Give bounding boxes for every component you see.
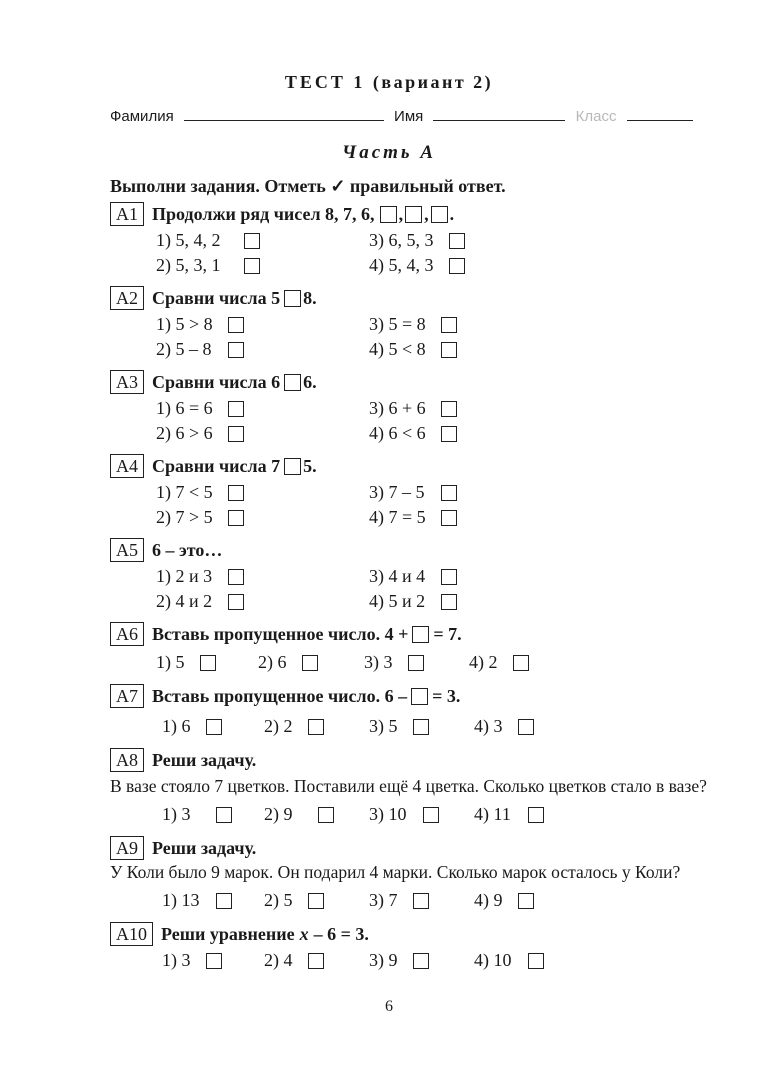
question-number: A7 [110, 684, 144, 708]
answer-checkbox[interactable] [318, 807, 334, 823]
answer-option: 3) 3 [364, 652, 424, 673]
check-mark-icon: ✓ [330, 176, 346, 196]
student-info-row [110, 106, 693, 125]
answer-option: 3) 5 [369, 716, 429, 737]
blank-box[interactable] [412, 626, 429, 643]
answer-option: 1) 6 [162, 716, 222, 737]
answer-checkbox[interactable] [228, 342, 244, 358]
test-title [0, 72, 778, 93]
class-label: Класс [575, 108, 617, 125]
answer-option: 4) 9 [474, 890, 534, 911]
test-title-main: ТЕСТ 1 [284, 72, 366, 92]
answer-option: 1) 5 [156, 652, 216, 673]
answer-checkbox[interactable] [308, 953, 324, 969]
problem-text: В вазе стояло 7 цветков. Поставили ещё 4 цветка. Сколько цветков стало в вазе? [110, 776, 707, 796]
answer-option: 1) 6 = 6 [156, 398, 244, 419]
answer-checkbox[interactable] [528, 953, 544, 969]
surname-label: Фамилия [110, 108, 174, 125]
blank-box[interactable] [411, 688, 428, 705]
answer-option: 3) 5 = 8 [369, 314, 457, 335]
answer-checkbox[interactable] [216, 807, 232, 823]
question-text: Сравни числа 7 [152, 455, 281, 476]
question-text: Сравни числа 6 [152, 371, 281, 392]
question-a6: A6 Вставь пропущенное число. 4 + = 7. [110, 622, 462, 646]
blank-box[interactable] [431, 206, 448, 223]
answer-checkbox[interactable] [423, 807, 439, 823]
answer-option: 2) 5 [264, 890, 324, 911]
equation-variable: x [299, 923, 309, 944]
blank-box[interactable] [284, 290, 301, 307]
question-a2: A2 Сравни числа 5 8. [110, 286, 317, 310]
question-a7: A7 Вставь пропущенное число. 6 – = 3. [110, 684, 460, 708]
blank-box[interactable] [284, 374, 301, 391]
question-text: 6 – это… [152, 539, 223, 560]
answer-checkbox[interactable] [413, 953, 429, 969]
question-a10: A10 Реши уравнение x – 6 = 3. [110, 922, 369, 946]
answer-checkbox[interactable] [228, 426, 244, 442]
blank-box[interactable] [284, 458, 301, 475]
question-number: A4 [110, 454, 144, 478]
answer-checkbox[interactable] [228, 594, 244, 610]
answer-checkbox[interactable] [441, 510, 457, 526]
answer-option: 1) 3 [162, 804, 232, 825]
answer-option: 2) 5, 3, 1 [156, 255, 260, 276]
answer-option: 1) 5, 4, 2 [156, 230, 260, 251]
answer-option: 2) 6 > 6 [156, 423, 244, 444]
question-text: Вставь пропущенное число. 4 + [152, 623, 409, 644]
answer-option: 2) 4 и 2 [156, 591, 244, 612]
answer-option: 2) 2 [264, 716, 324, 737]
problem-text: У Коли было 9 марок. Он подарил 4 марки. Сколько марок осталось у Коли? [110, 862, 681, 882]
question-number: A6 [110, 622, 144, 646]
answer-option: 1) 13 [162, 890, 232, 911]
answer-option: 4) 7 = 5 [369, 507, 457, 528]
answer-checkbox[interactable] [216, 893, 232, 909]
answer-option: 4) 6 < 6 [369, 423, 457, 444]
question-a3: A3 Сравни числа 6 6. [110, 370, 317, 394]
question-text: Реши уравнение [161, 923, 295, 944]
question-number: A2 [110, 286, 144, 310]
answer-checkbox[interactable] [206, 719, 222, 735]
answer-option: 4) 5, 4, 3 [369, 255, 465, 276]
question-a4: A4 Сравни числа 7 5. [110, 454, 317, 478]
question-number: A8 [110, 748, 144, 772]
answer-option: 4) 10 [474, 950, 544, 971]
answer-checkbox[interactable] [228, 317, 244, 333]
answer-checkbox[interactable] [528, 807, 544, 823]
answer-checkbox[interactable] [200, 655, 216, 671]
answer-checkbox[interactable] [228, 401, 244, 417]
answer-checkbox[interactable] [413, 893, 429, 909]
answer-checkbox[interactable] [408, 655, 424, 671]
instruction: Выполни задания. Отметь ✓ правильный ответ. [110, 176, 506, 196]
question-a5 [110, 538, 222, 562]
answer-option: 3) 7 – 5 [369, 482, 457, 503]
answer-checkbox[interactable] [308, 893, 324, 909]
name-label: Имя [394, 108, 424, 125]
answer-option: 2) 7 > 5 [156, 507, 244, 528]
page-number: 6 [385, 998, 393, 1015]
question-number: A3 [110, 370, 144, 394]
question-text: Реши задачу. [152, 837, 257, 858]
blank-box[interactable] [405, 206, 422, 223]
answer-option: 4) 5 и 2 [369, 591, 457, 612]
answer-option: 4) 5 < 8 [369, 339, 457, 360]
answer-option: 3) 6, 5, 3 [369, 230, 465, 251]
answer-option: 2) 5 – 8 [156, 339, 244, 360]
question-text: Продолжи ряд чисел 8, 7, 6, [152, 203, 375, 224]
question-a9 [110, 836, 256, 860]
answer-checkbox[interactable] [441, 401, 457, 417]
answer-option: 2) 4 [264, 950, 324, 971]
answer-checkbox[interactable] [206, 953, 222, 969]
question-a1: A1 Продолжи ряд чисел 8, 7, 6, , , . [110, 202, 454, 226]
answer-option: 4) 11 [474, 804, 544, 825]
answer-option: 4) 2 [469, 652, 529, 673]
question-text: Вставь пропущенное число. 6 – [152, 685, 408, 706]
answer-checkbox[interactable] [441, 426, 457, 442]
part-title: Часть А [341, 142, 437, 163]
class-field[interactable] [627, 106, 693, 121]
surname-field[interactable] [184, 106, 384, 121]
question-number: A5 [110, 538, 144, 562]
answer-checkbox[interactable] [441, 317, 457, 333]
blank-box[interactable] [380, 206, 397, 223]
answer-option: 1) 2 и 3 [156, 566, 244, 587]
answer-checkbox[interactable] [441, 594, 457, 610]
answer-option: 4) 3 [474, 716, 534, 737]
question-text: Сравни числа 5 [152, 287, 281, 308]
answer-checkbox[interactable] [244, 258, 260, 274]
answer-option: 1) 5 > 8 [156, 314, 244, 335]
answer-checkbox[interactable] [308, 719, 324, 735]
answer-checkbox[interactable] [413, 719, 429, 735]
answer-checkbox[interactable] [513, 655, 529, 671]
question-number: A10 [110, 922, 153, 946]
name-field[interactable] [433, 106, 565, 121]
answer-option: 3) 9 [369, 950, 429, 971]
answer-option: 1) 3 [162, 950, 222, 971]
answer-option: 3) 10 [369, 804, 439, 825]
answer-checkbox[interactable] [441, 342, 457, 358]
answer-checkbox[interactable] [244, 233, 260, 249]
answer-checkbox[interactable] [228, 569, 244, 585]
answer-option: 3) 7 [369, 890, 429, 911]
answer-option: 1) 7 < 5 [156, 482, 244, 503]
answer-checkbox[interactable] [441, 485, 457, 501]
question-number: A1 [110, 202, 144, 226]
question-a8 [110, 748, 256, 772]
question-text: Реши задачу. [152, 749, 257, 770]
answer-checkbox[interactable] [518, 719, 534, 735]
answer-option: 2) 9 [264, 804, 334, 825]
answer-checkbox[interactable] [441, 569, 457, 585]
answer-checkbox[interactable] [228, 485, 244, 501]
answer-checkbox[interactable] [449, 233, 465, 249]
answer-checkbox[interactable] [449, 258, 465, 274]
answer-option: 3) 4 и 4 [369, 566, 457, 587]
answer-option: 2) 6 [258, 652, 318, 673]
test-title-variant: (вариант 2) [372, 72, 494, 92]
answer-checkbox[interactable] [302, 655, 318, 671]
question-number: A9 [110, 836, 144, 860]
answer-option: 3) 6 + 6 [369, 398, 457, 419]
answer-checkbox[interactable] [518, 893, 534, 909]
answer-checkbox[interactable] [228, 510, 244, 526]
